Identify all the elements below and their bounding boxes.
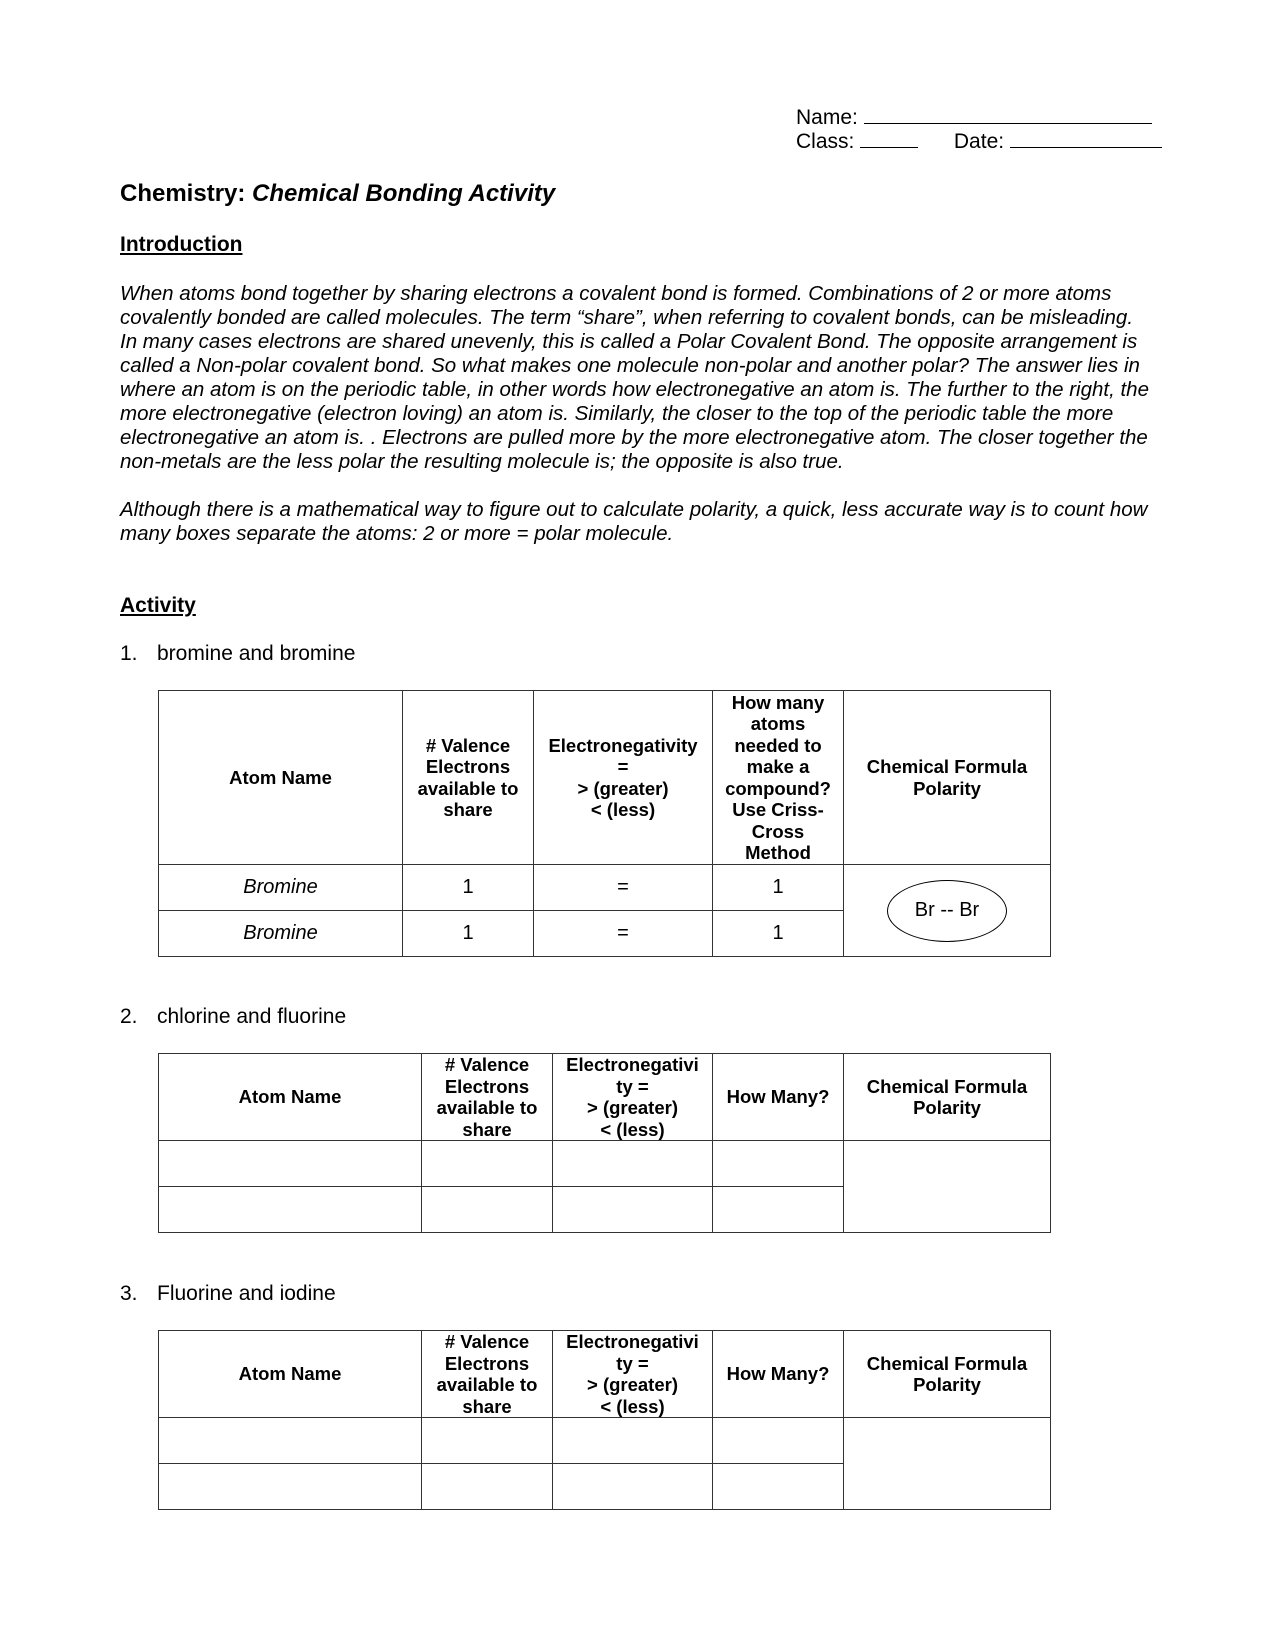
electronegativity-line-1: Electronegativity xyxy=(548,734,698,756)
valence-cell[interactable] xyxy=(422,1141,553,1187)
table-row xyxy=(159,1141,1051,1187)
how-many-cell: 1 xyxy=(713,911,844,957)
bonding-table-1 xyxy=(158,690,1051,957)
how-many-cell[interactable] xyxy=(713,1187,844,1233)
electronegativity-line-2: = xyxy=(617,756,629,777)
electronegativity-line-1: Electronegativi xyxy=(566,1054,699,1075)
electronegativity-cell[interactable] xyxy=(553,1418,713,1464)
electronegativity-line-2: ty = xyxy=(616,1352,649,1374)
header-formula xyxy=(844,691,1051,865)
header-electronegativity xyxy=(553,1054,713,1141)
activity-heading: Activity xyxy=(120,594,196,617)
electronegativity-line-2: ty = xyxy=(616,1075,649,1097)
header-how-many: How many atoms needed to make a compound? Use Criss-Cross Method xyxy=(713,691,844,865)
header-valence: # Valence Electrons available to share xyxy=(422,1331,553,1418)
title-main: Chemical Bonding Activity xyxy=(252,180,556,207)
electronegativity-line-4: < (less) xyxy=(590,799,656,820)
date-blank[interactable] xyxy=(1010,129,1162,148)
table-header-row xyxy=(159,1331,1051,1418)
table-header-row xyxy=(159,1054,1051,1141)
header-atom-name: Atom Name xyxy=(159,1054,422,1141)
how-many-cell[interactable] xyxy=(713,1141,844,1187)
formula-cell[interactable] xyxy=(844,1141,1051,1233)
valence-cell: 1 xyxy=(403,865,534,911)
valence-cell[interactable] xyxy=(422,1418,553,1464)
introduction-heading: Introduction xyxy=(120,233,243,256)
header-electronegativity xyxy=(553,1331,713,1418)
valence-cell[interactable] xyxy=(422,1464,553,1510)
how-many-cell: 1 xyxy=(713,865,844,911)
formula-cell[interactable] xyxy=(844,1418,1051,1510)
how-many-cell[interactable] xyxy=(713,1464,844,1510)
table-row xyxy=(159,1418,1051,1464)
item-label: Fluorine and iodine xyxy=(157,1282,336,1305)
formula-line-1: Chemical Formula xyxy=(866,1352,1028,1374)
date-label: Date: xyxy=(953,130,1005,153)
electronegativity-cell: = xyxy=(534,865,713,911)
table-row xyxy=(159,865,1051,911)
item-number: 1. xyxy=(120,642,138,665)
formula-line-2: Polarity xyxy=(913,777,981,799)
item-label: bromine and bromine xyxy=(157,642,356,665)
electronegativity-cell[interactable] xyxy=(553,1141,713,1187)
formula-line-2: Polarity xyxy=(913,1374,981,1395)
valence-cell[interactable] xyxy=(422,1187,553,1233)
introduction-paragraph-1: When atoms bond together by sharing electrons a covalent bond is formed. Combinations of 2 or more atoms covalently bonded are called molecules. The term “share”, when referring to covalent bonds, can be misleading. In many cases electrons are shared unevenly, this is called a Polar Covalent Bond. The opposite arrangement is called a Non-polar covalent bond. So what makes one molecule non-polar and another polar? The answer lies in where an atom is on the periodic table, in other words how electronegative an atom is. The further to the right, the more electronegative (electron loving) an atom is. Similarly, the closer to the top of the periodic table the more electronegative an atom is. . Electrons are pulled more by the more electronegative atom. The closer together the non-metals are the less polar the resulting molecule is; the opposite is also true. xyxy=(120,282,1149,473)
table-header-row xyxy=(159,691,1051,865)
electronegativity-cell[interactable] xyxy=(553,1464,713,1510)
electronegativity-line-3: > (greater) xyxy=(577,777,669,799)
activity-item-3 xyxy=(120,1282,336,1306)
electronegativity-cell[interactable] xyxy=(553,1187,713,1233)
formula-line-2: Polarity xyxy=(913,1097,981,1118)
formula-line-1: Chemical Formula xyxy=(866,756,1028,777)
bonding-table-2 xyxy=(158,1053,1051,1233)
electronegativity-line-3: > (greater) xyxy=(587,1097,678,1118)
bonding-table-3 xyxy=(158,1330,1051,1510)
atom-name-cell: Bromine xyxy=(159,911,403,957)
introduction-paragraph-2: Although there is a mathematical way to figure out to calculate polarity, a quick, less accurate way is to count how many boxes separate the atoms: 2 or more = polar molecule. xyxy=(120,498,1148,545)
class-label: Class: xyxy=(796,130,855,153)
how-many-cell[interactable] xyxy=(713,1418,844,1464)
formula-cell xyxy=(844,865,1051,957)
activity-item-1 xyxy=(120,642,355,666)
header-valence: # Valence Electrons available to share xyxy=(422,1054,553,1141)
valence-cell: 1 xyxy=(403,911,534,957)
header-atom-name: Atom Name xyxy=(159,1331,422,1418)
formula-line-1: Chemical Formula xyxy=(866,1075,1028,1097)
formula-oval: Br -- Br xyxy=(887,880,1007,942)
header-electronegativity xyxy=(534,691,713,865)
atom-name-cell[interactable] xyxy=(159,1187,422,1233)
atom-name-cell[interactable] xyxy=(159,1418,422,1464)
name-label: Name: xyxy=(796,106,858,129)
page-title xyxy=(120,180,555,208)
name-field xyxy=(796,105,1152,130)
item-number: 2. xyxy=(120,1005,138,1028)
atom-name-cell[interactable] xyxy=(159,1141,422,1187)
electronegativity-line-4: < (less) xyxy=(600,1395,665,1417)
header-how-many: How Many? xyxy=(713,1054,844,1141)
header-formula xyxy=(844,1331,1051,1418)
activity-item-2 xyxy=(120,1005,346,1029)
class-blank[interactable] xyxy=(860,129,918,148)
item-label: chlorine and fluorine xyxy=(157,1005,347,1028)
header-how-many: How Many? xyxy=(713,1331,844,1418)
class-date-field xyxy=(796,129,1162,154)
title-prefix: Chemistry: xyxy=(120,180,246,207)
atom-name-cell[interactable] xyxy=(159,1464,422,1510)
header-valence: # Valence Electrons available to share xyxy=(403,691,534,865)
electronegativity-line-4: < (less) xyxy=(600,1118,665,1140)
name-blank[interactable] xyxy=(864,105,1152,124)
electronegativity-cell: = xyxy=(534,911,713,957)
electronegativity-line-1: Electronegativi xyxy=(566,1331,699,1352)
atom-name-cell: Bromine xyxy=(159,865,403,911)
electronegativity-line-3: > (greater) xyxy=(587,1374,678,1395)
header-formula xyxy=(844,1054,1051,1141)
header-atom-name: Atom Name xyxy=(159,691,403,865)
item-number: 3. xyxy=(120,1282,138,1305)
